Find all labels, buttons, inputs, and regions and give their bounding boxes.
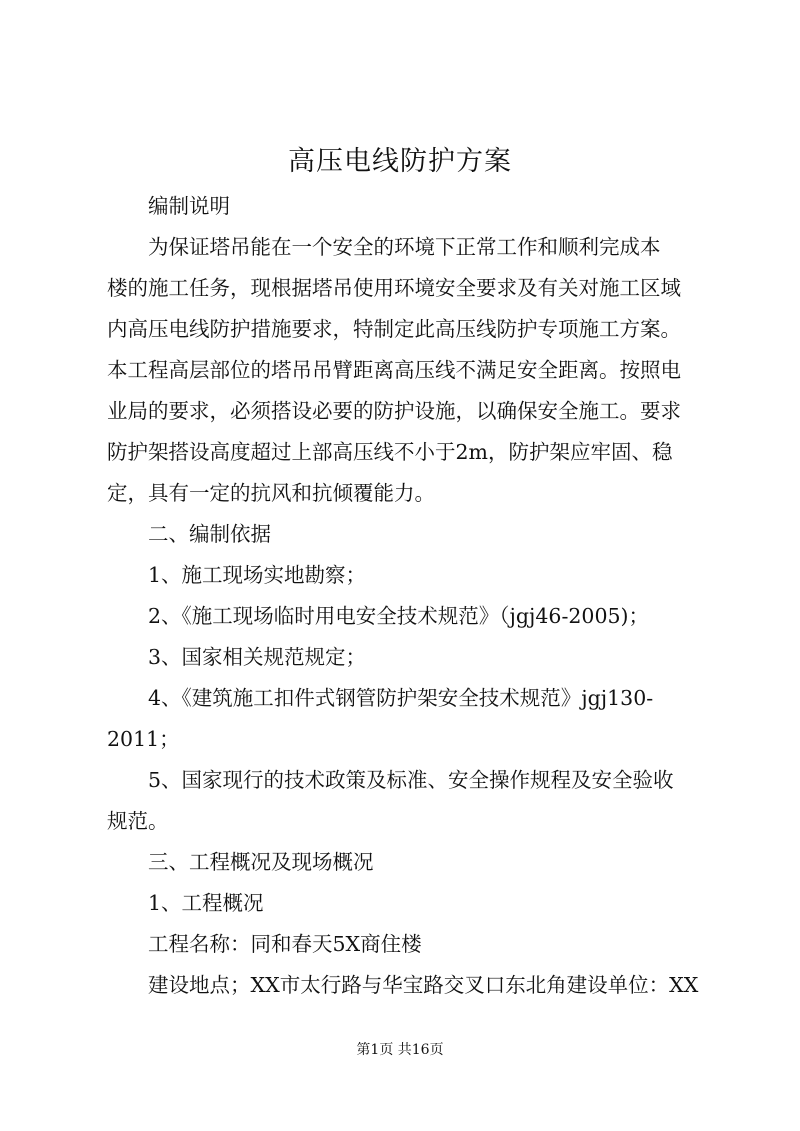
- body-line: 定，具有一定的抗风和抗倾覆能力。: [107, 481, 435, 505]
- body-line: 内高压电线防护措施要求，特制定此高压线防护专项施工方案。: [107, 317, 681, 341]
- section-heading: 三、工程概况及现场概况: [148, 850, 374, 874]
- body-line: 业局的要求，必须搭设必要的防护设施，以确保安全施工。要求: [107, 399, 681, 423]
- body-line: 编制说明: [148, 194, 230, 218]
- body-line: 防护架搭设高度超过上部高压线不小于2m，防护架应牢固、稳: [107, 440, 673, 464]
- subsection-heading: 1、工程概况: [148, 891, 264, 915]
- list-item: 3、国家相关规范规定；: [148, 645, 367, 669]
- body-line: 工程名称：同和春天5X商住楼: [148, 932, 422, 956]
- body-line: 楼的施工任务，现根据塔吊使用环境安全要求及有关对施工区域: [107, 276, 681, 300]
- list-item: 5、国家现行的技术政策及标准、安全操作规程及安全验收: [148, 768, 674, 792]
- list-item: 4、《建筑施工扣件式钢管防护架安全技术规范》jgj130-: [148, 686, 654, 710]
- body-line: 为保证塔吊能在一个安全的环境下正常工作和顺利完成本: [148, 235, 661, 259]
- list-item: 1、施工现场实地勘察；: [148, 563, 367, 587]
- page-footer: 第1页 共16页: [356, 1042, 444, 1058]
- list-item-continuation: 2011；: [107, 727, 180, 751]
- body-line: 建设地点；XX市太行路与华宝路交叉口东北角建设单位：XX: [148, 973, 699, 997]
- body-line: 本工程高层部位的塔吊吊臂距离高压线不满足安全距离。按照电: [107, 358, 681, 382]
- document-body: [107, 186, 705, 1006]
- document-title: 高压电线防护方案: [288, 146, 512, 177]
- list-item: 2、《施工现场临时用电安全技术规范》（jgj46-2005)；: [148, 604, 650, 628]
- section-heading: 二、编制依据: [148, 522, 271, 546]
- list-item-continuation: 规范。: [107, 809, 169, 833]
